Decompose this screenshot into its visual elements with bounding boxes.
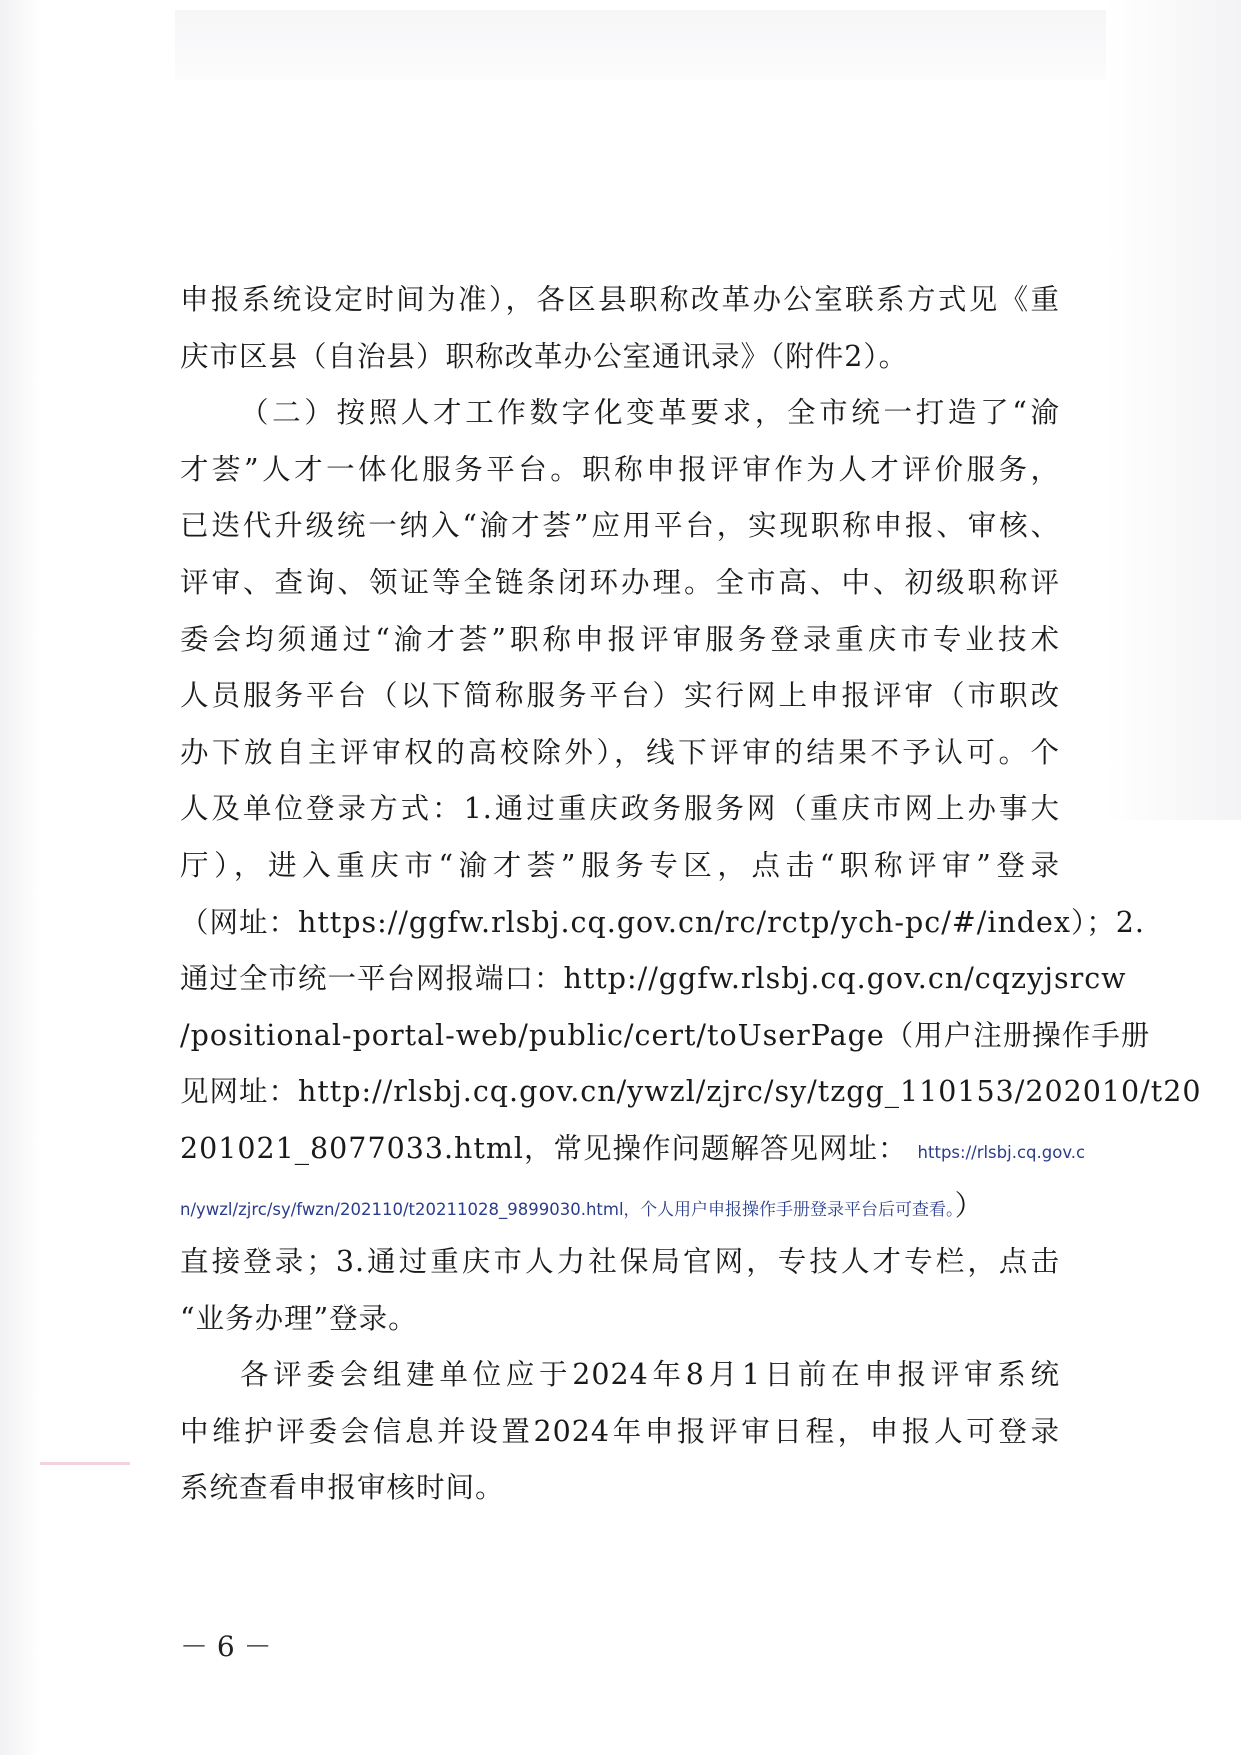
text-line: 直接登录；3.通过重庆市人力社保局官网，专技人才专栏，点击 xyxy=(180,1245,1060,1279)
text-line: 委会均须通过“渝才荟”职称申报评审服务登录重庆市专业技术 xyxy=(180,622,1060,656)
text-line: 办下放自主评审权的高校除外），线下评审的结果不予认可。个 xyxy=(180,735,1060,769)
text-line: 申报系统设定时间为准），各区县职称改革办公室联系方式见《重 xyxy=(180,283,1060,316)
scan-bleed-top xyxy=(175,10,1185,80)
page-number: － 6 － xyxy=(180,1630,272,1663)
url-line: /positional-portal-web/public/cert/toUserPage（用户注册操作手册 xyxy=(180,1018,1151,1052)
text-line: 才荟”人才一体化服务平台。职称申报评审作为人才评价服务， xyxy=(180,452,1060,486)
text-line: 中维护评委会信息并设置2024年申报评审日程，申报人可登录 xyxy=(180,1414,1060,1448)
scan-mark xyxy=(40,1462,130,1465)
paragraph-start-line: 各评委会组建单位应于2024年8月1日前在申报评审系统 xyxy=(240,1358,1060,1392)
url-line: 见网址：http://rlsbj.cq.gov.cn/ywzl/zjrc/sy/tzgg_110153/202010/t20 xyxy=(180,1075,1202,1109)
text-line: 系统查看申报审核时间。 xyxy=(180,1471,505,1505)
inserted-url-link: https://rlsbj.cq.gov.c xyxy=(917,1142,1086,1162)
text-line: 庆市区县（自治县）职称改革办公室通讯录》（附件2）。 xyxy=(180,339,909,373)
scan-shadow-left xyxy=(0,0,40,1755)
inserted-note: 个人用户申报操作手册登录平台后可查看。 xyxy=(640,1199,955,1220)
text-line: 厅），进入重庆市“渝才荟”服务专区，点击“职称评审”登录 xyxy=(180,848,1060,882)
text-line: “业务办理”登录。 xyxy=(180,1301,418,1335)
url-line xyxy=(180,1121,1086,1178)
text-line: 人及单位登录方式：1.通过重庆政务服务网（重庆市网上办事大 xyxy=(180,792,1060,826)
paragraph-start-line: （二）按照人才工作数字化变革要求，全市统一打造了“渝 xyxy=(240,396,1060,430)
document-body xyxy=(180,272,1202,1517)
text-line: 评审、查询、领证等全链条闭环办理。全市高、中、初级职称评 xyxy=(180,565,1060,599)
url-line xyxy=(180,1178,1060,1235)
url-line: （网址：https://ggfw.rlsbj.cq.gov.cn/rc/rctp/ych-pc/#/index）；2. xyxy=(180,905,1145,939)
scan-shadow-right xyxy=(1106,0,1241,820)
text-line: 已迭代升级统一纳入“渝才荟”应用平台，实现职称申报、审核、 xyxy=(180,509,1060,543)
closing-paren: ） xyxy=(954,1188,985,1222)
inserted-url-link: n/ywzl/zjrc/sy/fwzn/202110/t20211028_9899030.html， xyxy=(180,1199,641,1219)
url-line: 通过全市统一平台网报端口：http://ggfw.rlsbj.cq.gov.cn/cqzyjsrcw xyxy=(180,962,1127,996)
text-line: 人员服务平台（以下简称服务平台）实行网上申报评审（市职改 xyxy=(180,679,1060,713)
text-segment: 201021_8077033.html，常见操作问题解答见网址： xyxy=(180,1131,908,1165)
